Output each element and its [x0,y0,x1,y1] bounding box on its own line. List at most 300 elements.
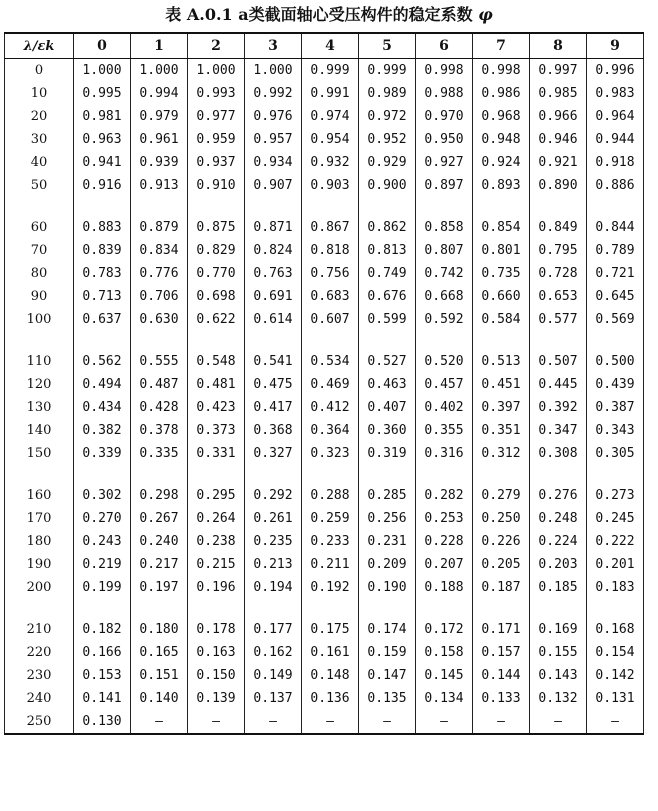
coefficient-cell: 0.548 [188,350,245,373]
coefficient-cell: 0.132 [530,687,587,710]
group-spacer-row [5,331,644,350]
coefficient-cell: 0.886 [587,174,644,197]
coefficient-cell: 0.584 [473,308,530,331]
spacer-cell [359,465,416,484]
coefficient-cell: 0.250 [473,507,530,530]
coefficient-cell: 0.946 [530,128,587,151]
coefficient-cell: 0.735 [473,262,530,285]
coefficient-cell: — [302,710,359,734]
row-label: 40 [5,151,74,174]
row-label: 110 [5,350,74,373]
coefficient-cell: 0.721 [587,262,644,285]
coefficient-cell: 0.929 [359,151,416,174]
coefficient-cell: 0.993 [188,82,245,105]
row-label: 10 [5,82,74,105]
row-label: 230 [5,664,74,687]
coefficient-cell: 0.783 [74,262,131,285]
spacer-cell [74,599,131,618]
coefficient-cell: 1.000 [131,59,188,83]
coefficient-cell: 0.201 [587,553,644,576]
column-header: 8 [530,33,587,59]
table-row [5,507,644,530]
coefficient-cell: 0.175 [302,618,359,641]
coefficient-cell: 0.339 [74,442,131,465]
coefficient-cell: 0.185 [530,576,587,599]
coefficient-cell: 0.434 [74,396,131,419]
row-label: 200 [5,576,74,599]
coefficient-cell: 0.494 [74,373,131,396]
coefficient-cell: 0.829 [188,239,245,262]
coefficient-cell: 0.378 [131,419,188,442]
coefficient-cell: 0.428 [131,396,188,419]
spacer-cell [188,197,245,216]
coefficient-cell: 0.801 [473,239,530,262]
row-label: 150 [5,442,74,465]
coefficient-cell: 0.261 [245,507,302,530]
coefficient-cell: 0.224 [530,530,587,553]
coefficient-cell: 0.562 [74,350,131,373]
table-row [5,105,644,128]
coefficient-cell: 0.240 [131,530,188,553]
coefficient-cell: 0.451 [473,373,530,396]
coefficient-cell: 0.968 [473,105,530,128]
row-label: 170 [5,507,74,530]
coefficient-cell: 0.818 [302,239,359,262]
coefficient-cell: 0.298 [131,484,188,507]
column-header: 3 [245,33,302,59]
spacer-cell [587,599,644,618]
coefficient-cell: 0.599 [359,308,416,331]
spacer-cell [587,197,644,216]
coefficient-cell: 0.295 [188,484,245,507]
coefficient-cell: 0.292 [245,484,302,507]
coefficient-cell: 0.144 [473,664,530,687]
coefficient-cell: 0.248 [530,507,587,530]
coefficient-cell: 0.897 [416,174,473,197]
spacer-cell [530,465,587,484]
coefficient-cell: 0.264 [188,507,245,530]
coefficient-cell: 0.998 [473,59,530,83]
column-header: 7 [473,33,530,59]
coefficient-cell: 0.276 [530,484,587,507]
coefficient-cell: 0.162 [245,641,302,664]
spacer-cell [416,197,473,216]
coefficient-cell: 0.992 [245,82,302,105]
coefficient-cell: 0.131 [587,687,644,710]
coefficient-cell: 0.742 [416,262,473,285]
spacer-cell [131,599,188,618]
coefficient-cell: 0.180 [131,618,188,641]
coefficient-cell: 0.995 [74,82,131,105]
coefficient-cell: 0.941 [74,151,131,174]
coefficient-cell: — [473,710,530,734]
coefficient-cell: 0.879 [131,216,188,239]
coefficient-cell: 0.219 [74,553,131,576]
table-title-text: 表 A.0.1 a类截面轴心受压构件的稳定系数 [165,5,473,24]
table-row [5,530,644,553]
spacer-cell [416,465,473,484]
coefficient-cell: 0.937 [188,151,245,174]
table-row [5,239,644,262]
coefficient-cell: 0.457 [416,373,473,396]
coefficient-cell: 0.166 [74,641,131,664]
coefficient-cell: 0.939 [131,151,188,174]
coefficient-cell: 0.171 [473,618,530,641]
coefficient-cell: 0.143 [530,664,587,687]
spacer-cell [245,599,302,618]
row-label: 220 [5,641,74,664]
spacer-cell [302,331,359,350]
spacer-cell [416,599,473,618]
coefficient-cell: 0.916 [74,174,131,197]
coefficient-cell: 0.645 [587,285,644,308]
coefficient-cell: 0.989 [359,82,416,105]
spacer-cell [131,197,188,216]
coefficient-cell: 0.776 [131,262,188,285]
coefficient-cell: 0.964 [587,105,644,128]
row-label: 100 [5,308,74,331]
coefficient-cell: 0.763 [245,262,302,285]
column-header: 4 [302,33,359,59]
coefficient-cell: 0.994 [131,82,188,105]
coefficient-cell: 0.140 [131,687,188,710]
row-label: 30 [5,128,74,151]
coefficient-cell: 0.222 [587,530,644,553]
coefficient-cell: 0.153 [74,664,131,687]
coefficient-cell: 0.147 [359,664,416,687]
coefficient-cell: 0.136 [302,687,359,710]
table-row [5,687,644,710]
coefficient-cell: 0.213 [245,553,302,576]
coefficient-cell: 0.402 [416,396,473,419]
coefficient-cell: 0.813 [359,239,416,262]
coefficient-cell: 0.217 [131,553,188,576]
coefficient-cell: 0.924 [473,151,530,174]
coefficient-cell: 0.834 [131,239,188,262]
column-header: 2 [188,33,245,59]
coefficient-cell: 0.238 [188,530,245,553]
coefficient-cell: 0.151 [131,664,188,687]
column-header: 5 [359,33,416,59]
coefficient-cell: 0.997 [530,59,587,83]
coefficient-cell: 0.397 [473,396,530,419]
coefficient-cell: 1.000 [245,59,302,83]
coefficient-cell: 0.215 [188,553,245,576]
coefficient-cell: 0.900 [359,174,416,197]
coefficient-cell: 0.142 [587,664,644,687]
coefficient-cell: 0.970 [416,105,473,128]
group-spacer-row [5,465,644,484]
coefficient-cell: 0.999 [302,59,359,83]
coefficient-cell: 0.133 [473,687,530,710]
coefficient-cell: 0.312 [473,442,530,465]
spacer-cell [530,599,587,618]
coefficient-cell: 0.475 [245,373,302,396]
coefficient-cell: 0.316 [416,442,473,465]
coefficient-cell: 0.145 [416,664,473,687]
table-row [5,151,644,174]
spacer-cell [74,465,131,484]
coefficient-cell: 0.918 [587,151,644,174]
coefficient-cell: 0.844 [587,216,644,239]
spacer-cell [245,465,302,484]
coefficient-cell: 0.577 [530,308,587,331]
coefficient-cell: 0.323 [302,442,359,465]
row-label: 50 [5,174,74,197]
coefficient-cell: 0.854 [473,216,530,239]
coefficient-cell: 0.921 [530,151,587,174]
coefficient-cell: 1.000 [188,59,245,83]
column-header: 9 [587,33,644,59]
coefficient-cell: 0.165 [131,641,188,664]
coefficient-cell: 0.302 [74,484,131,507]
coefficient-cell: 0.194 [245,576,302,599]
coefficient-cell: 0.676 [359,285,416,308]
coefficient-cell: 0.148 [302,664,359,687]
table-row [5,350,644,373]
coefficient-cell: 0.622 [188,308,245,331]
table-row [5,641,644,664]
coefficient-cell: 0.183 [587,576,644,599]
spacer-cell [5,599,74,618]
spacer-cell [530,197,587,216]
coefficient-cell: 0.932 [302,151,359,174]
spacer-cell [74,331,131,350]
coefficient-cell: 0.527 [359,350,416,373]
coefficient-cell: 0.161 [302,641,359,664]
coefficient-cell: 0.188 [416,576,473,599]
coefficient-cell: 0.150 [188,664,245,687]
coefficient-cell: 0.209 [359,553,416,576]
coefficient-cell: 0.770 [188,262,245,285]
coefficient-cell: 0.177 [245,618,302,641]
coefficient-cell: — [188,710,245,734]
column-header: 0 [74,33,131,59]
coefficient-cell: 0.137 [245,687,302,710]
spacer-cell [245,197,302,216]
coefficient-cell: 0.273 [587,484,644,507]
coefficient-cell: 0.824 [245,239,302,262]
spacer-cell [473,599,530,618]
coefficient-cell: 0.981 [74,105,131,128]
coefficient-cell: 0.893 [473,174,530,197]
spacer-cell [359,599,416,618]
row-label: 70 [5,239,74,262]
group-spacer-row [5,599,644,618]
coefficient-cell: 0.691 [245,285,302,308]
coefficient-cell: 0.756 [302,262,359,285]
coefficient-cell: 0.950 [416,128,473,151]
column-header: 6 [416,33,473,59]
coefficient-cell: 0.858 [416,216,473,239]
coefficient-cell: 0.192 [302,576,359,599]
spacer-cell [359,197,416,216]
coefficient-cell: 0.253 [416,507,473,530]
coefficient-cell: 0.944 [587,128,644,151]
table-row [5,553,644,576]
coefficient-cell: 0.977 [188,105,245,128]
row-label: 140 [5,419,74,442]
coefficient-cell: 0.331 [188,442,245,465]
row-label: 20 [5,105,74,128]
spacer-cell [473,465,530,484]
spacer-cell [359,331,416,350]
spacer-cell [5,331,74,350]
coefficient-cell: 0.555 [131,350,188,373]
coefficient-cell: 0.959 [188,128,245,151]
table-row [5,285,644,308]
coefficient-cell: 0.849 [530,216,587,239]
coefficient-cell: 0.343 [587,419,644,442]
coefficient-cell: 0.927 [416,151,473,174]
coefficient-cell: 0.983 [587,82,644,105]
coefficient-cell: 0.954 [302,128,359,151]
coefficient-cell: 0.288 [302,484,359,507]
coefficient-cell: 0.141 [74,687,131,710]
spacer-cell [188,331,245,350]
coefficient-cell: 0.999 [359,59,416,83]
spacer-cell [473,331,530,350]
coefficient-cell: 0.706 [131,285,188,308]
table-row [5,373,644,396]
coefficient-cell: 0.614 [245,308,302,331]
coefficient-cell: 0.469 [302,373,359,396]
spacer-cell [587,331,644,350]
row-label: 130 [5,396,74,419]
coefficient-cell: 0.795 [530,239,587,262]
coefficient-cell: 0.387 [587,396,644,419]
coefficient-cell: 0.190 [359,576,416,599]
coefficient-cell: 0.360 [359,419,416,442]
coefficient-cell: 0.187 [473,576,530,599]
table-row [5,664,644,687]
table-body [5,59,644,735]
coefficient-cell: — [530,710,587,734]
table-row [5,710,644,734]
coefficient-cell: 0.728 [530,262,587,285]
coefficient-cell: 0.913 [131,174,188,197]
coefficient-cell: 0.513 [473,350,530,373]
coefficient-cell: 0.203 [530,553,587,576]
coefficient-cell: 0.285 [359,484,416,507]
coefficient-cell: 0.974 [302,105,359,128]
coefficient-cell: 0.907 [245,174,302,197]
coefficient-cell: 0.382 [74,419,131,442]
coefficient-cell: 0.839 [74,239,131,262]
coefficient-cell: 0.541 [245,350,302,373]
coefficient-cell: 0.154 [587,641,644,664]
coefficient-cell: 0.228 [416,530,473,553]
coefficient-cell: 0.948 [473,128,530,151]
table-title [0,0,658,32]
coefficient-cell: 0.500 [587,350,644,373]
coefficient-cell: 0.267 [131,507,188,530]
coefficient-cell: 0.335 [131,442,188,465]
coefficient-cell: 0.957 [245,128,302,151]
coefficient-cell: 0.637 [74,308,131,331]
row-label: 0 [5,59,74,83]
row-label: 180 [5,530,74,553]
coefficient-cell: — [587,710,644,734]
coefficient-cell: 0.952 [359,128,416,151]
table-row [5,262,644,285]
coefficient-cell: 0.157 [473,641,530,664]
coefficient-cell: 0.159 [359,641,416,664]
table-row [5,576,644,599]
coefficient-cell: 0.966 [530,105,587,128]
coefficient-cell: 0.569 [587,308,644,331]
coefficient-cell: 0.862 [359,216,416,239]
coefficient-cell: 0.534 [302,350,359,373]
coefficient-cell: 0.961 [131,128,188,151]
spacer-cell [5,465,74,484]
coefficient-cell: 0.259 [302,507,359,530]
coefficient-cell: 0.172 [416,618,473,641]
coefficient-cell: 0.985 [530,82,587,105]
table-row [5,396,644,419]
coefficient-cell: 0.976 [245,105,302,128]
coefficient-cell: 0.986 [473,82,530,105]
table-row [5,484,644,507]
coefficient-cell: 0.412 [302,396,359,419]
table-row [5,308,644,331]
coefficient-cell: 0.182 [74,618,131,641]
coefficient-cell: 0.996 [587,59,644,83]
table-row [5,618,644,641]
coefficient-cell: 0.135 [359,687,416,710]
coefficient-cell: 0.155 [530,641,587,664]
coefficient-cell: 0.789 [587,239,644,262]
coefficient-cell: 0.355 [416,419,473,442]
spacer-cell [302,599,359,618]
coefficient-cell: 0.231 [359,530,416,553]
spacer-cell [5,197,74,216]
coefficient-cell: 0.991 [302,82,359,105]
spacer-cell [188,599,245,618]
group-spacer-row [5,197,644,216]
spacer-cell [302,465,359,484]
row-label: 60 [5,216,74,239]
coefficient-cell: 0.871 [245,216,302,239]
coefficient-cell: 0.979 [131,105,188,128]
coefficient-cell: 0.890 [530,174,587,197]
row-label: 80 [5,262,74,285]
row-label: 240 [5,687,74,710]
coefficient-cell: 0.407 [359,396,416,419]
coefficient-cell: 0.205 [473,553,530,576]
coefficient-cell: — [359,710,416,734]
coefficient-cell: 0.199 [74,576,131,599]
coefficient-cell: 0.660 [473,285,530,308]
coefficient-cell: 0.233 [302,530,359,553]
coefficient-cell: 0.134 [416,687,473,710]
row-label: 160 [5,484,74,507]
coefficient-cell: 0.875 [188,216,245,239]
coefficient-cell: 0.368 [245,419,302,442]
coefficient-cell: 0.698 [188,285,245,308]
coefficient-cell: 0.883 [74,216,131,239]
row-label: 120 [5,373,74,396]
coefficient-cell: 0.998 [416,59,473,83]
coefficient-cell: 0.163 [188,641,245,664]
table-row [5,174,644,197]
column-header: 1 [131,33,188,59]
coefficient-cell: — [131,710,188,734]
column-header-slenderness: λ/εk [5,33,74,59]
table-row [5,128,644,151]
coefficient-cell: 0.520 [416,350,473,373]
spacer-cell [74,197,131,216]
